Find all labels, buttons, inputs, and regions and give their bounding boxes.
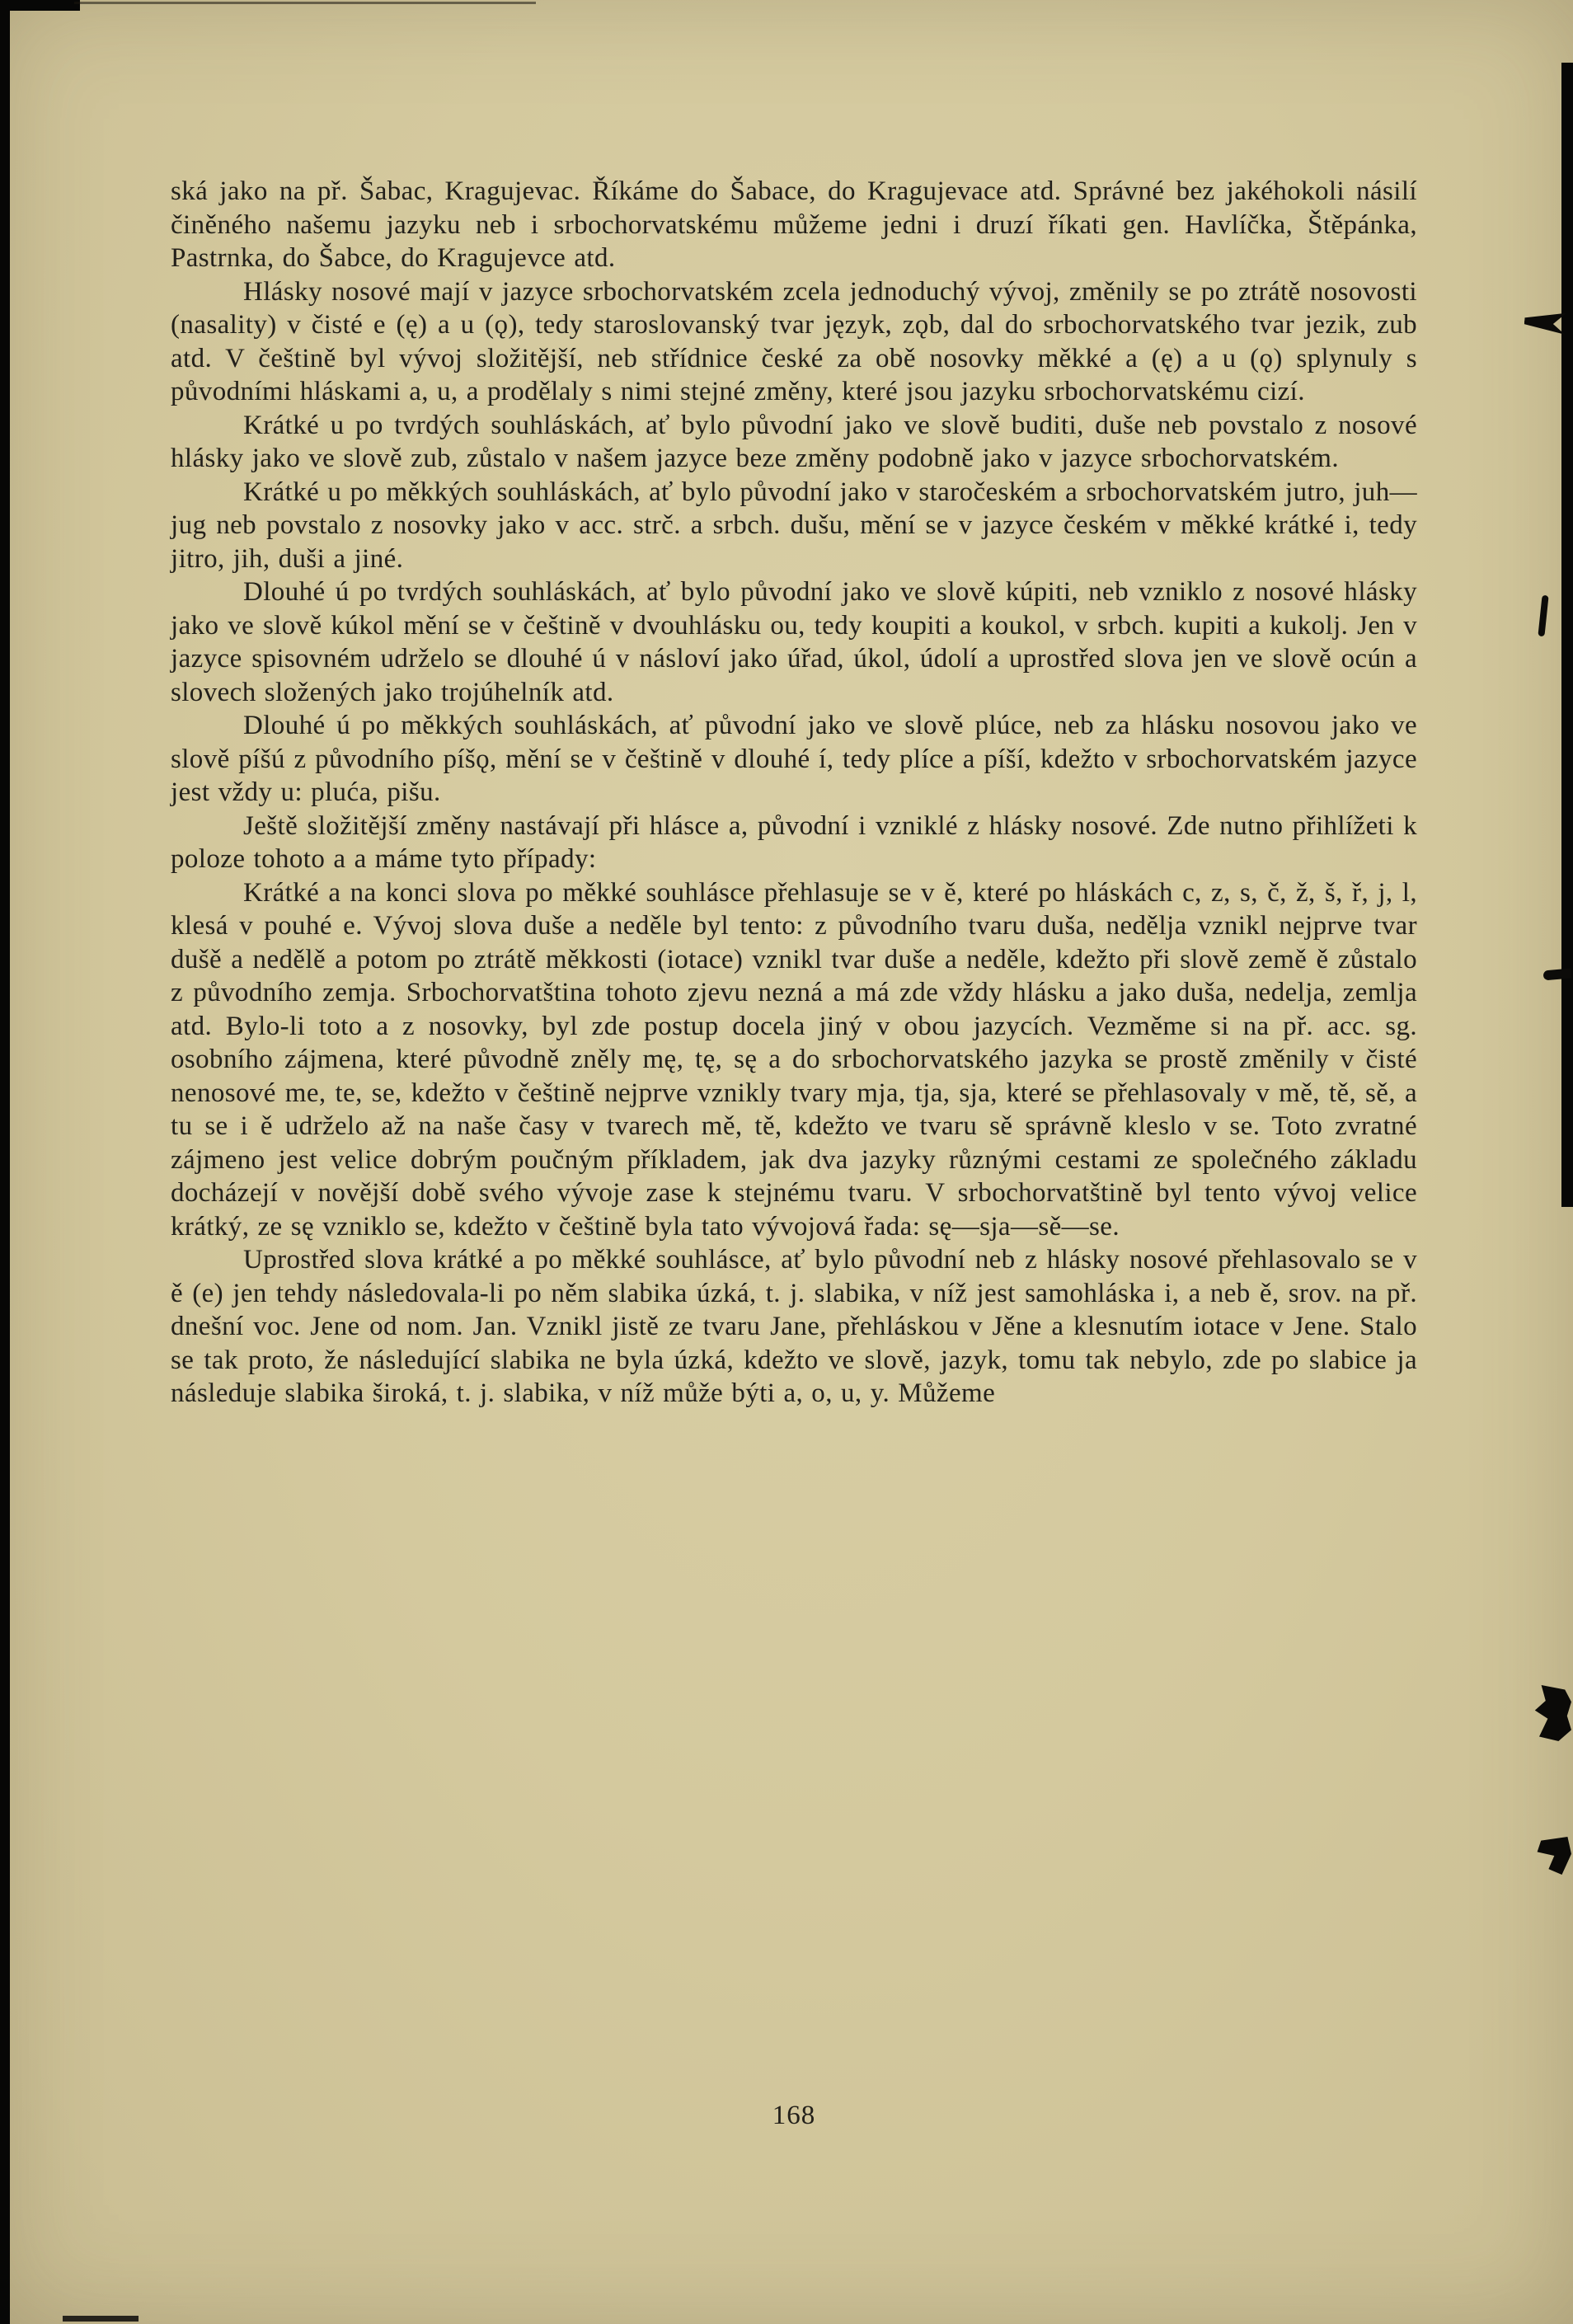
paragraph: Dlouhé ú po měkkých souhláskách, ať původní jako ve slově plúce, neb za hlásku nosovou jako ve slově píšú z původního píšǫ, mění se v češtině v dlouhé í, tedy plíce a píší, kdežto v srbochorvatském jazyce jest vždy u: pluća, pišu. [171, 711, 1417, 807]
paragraph: Krátké u po měkkých souhláskách, ať bylo původní jako v staročeském a srbochorvatském jutro, juh—jug neb povstalo z nosovky jako v acc. strč. a srbch. dušu, mění se v jazyce českém v měkké krátké i, tedy jitro, jih, duši a jiné. [171, 477, 1417, 574]
paragraph: ská jako na př. Šabac, Kragujevac. Říkáme do Šabace, do Kragujevace atd. Správné bez jakéhokoli násilí činěného našemu jazyku neb i srbochorvatskému můžeme jedni i druzí říkati gen. Havlíčka, Štěpánka, Pastrnka, do Šabce, do Kragujevce atd. [171, 176, 1417, 273]
paragraph: Krátké a na konci slova po měkké souhlásce přehlasuje se v ě, které po hláskách c, z, s, č, ž, š, ř, j, l, klesá v pouhé e. Vývoj slova duše a neděle byl tento: z původního tvaru duša, nedělja vznikl nejprve tvar dušě a nedělě a potom po ztrátě měkkosti (iotace) vznikl tvar duše a neděle, kdežto při slově země ě zůstalo z původního zemja. Srbochorvatština tohoto zjevu nezná a má zde vždy hlásku a jako duša, nedelja, zemlja atd. Bylo-li toto a z nosovky, byl zde postup docela jiný v obou jazycích. Vezměme si na př. acc. sg. osobního zájmena, které původně zněly mę, tę, sę a do srbochorvatského jazyka se prostě změnily v čisté nenosové me, te, se, kdežto v češtině nejprve vznikly tvary mja, tja, sja, které se přehlasovaly v mě, tě, sě, a tu se i ě udrželo až na naše časy v tvarech mě, tě, kdežto ve tvaru sě správně kleslo v se. Toto zvratné zájmeno jest velice dobrým poučným příkladem, jak dva jazyky různými cestami ze společného základu docházejí v novější době svého vývoje zase k stejnému tvaru. V srbochorvatštině byl tento vývoj velice krátký, ze sę vzniklo se, kdežto v češtině byla tato vývojová řada: sę—sja—sě—se. [171, 877, 1417, 1242]
scan-bottom-dash [63, 2316, 139, 2322]
paragraph: Ještě složitější změny nastávají při hlásce a, původní i vzniklé z hlásky nosové. Zde nutno přihlížeti k poloze tohoto a a máme tyto případy: [171, 810, 1417, 874]
paragraph: Uprostřed slova krátké a po měkké souhlásce, ať bylo původní neb z hlásky nosové přehlasovalo se v ě (e) jen tehdy následovala-li po něm slabika úzká, t. j. slabika, v níž jest samohláska i, a neb ě, srov. na př. dnešní voc. Jene od nom. Jan. Vznikl jistě ze tvaru Jane, přehláskou v Jěne a klesnutím iotace v Jene. Stalo se tak proto, že následující slabika ne byla úzká, kdežto ve slově, jazyk, tomu tak nebylo, zde po slabice ja následuje slabika široká, t. j. slabika, v níž může býti a, o, u, y. Můžeme [171, 1245, 1417, 1408]
page-number: 168 [772, 2101, 816, 2130]
paragraph: Krátké u po tvrdých souhláskách, ať bylo původní jako ve slově buditi, duše neb povstalo z nosové hlásky jako ve slově zub, zůstalo v našem jazyce beze změny podobně jako v jazyce srbochorvatském. [171, 410, 1417, 473]
scan-edge-left [0, 0, 10, 2324]
paragraph: Dlouhé ú po tvrdých souhláskách, ať bylo původní jako ve slově kúpiti, neb vzniklo z nosové hlásky jako ve slově kúkol mění se v češtině v dvouhlásku ou, tedy koupiti a koukol, v srbch. kupiti a kukolj. Jen v jazyce spisovném udrželo se dlouhé ú v násloví jako úřad, úkol, údolí a uprostřed slova jen ve slově ocún a slovech složených jako trojúhelník atd. [171, 577, 1417, 707]
ink-blob-1 [1528, 1685, 1571, 1741]
paragraph: Hlásky nosové mají v jazyce srbochorvatském zcela jednoduchý vývoj, změnily se po ztrátě nosovosti (nasality) v čisté e (ę) a u (ǫ), tedy staroslovanský tvar język, zǫb, dal do srbochorvatského tvar jezik, zub atd. V češtině byl vývoj složitější, neb střídnice české za obě nosovky měkké a (ę) a u (ǫ) splynuly s původními hláskami a, u, a prodělaly s nimi stejné změny, které jsou jazyku srbochorvatskému cizí. [171, 276, 1417, 406]
ink-mark-arrow [1524, 310, 1566, 334]
scan-corner-top-left [0, 0, 80, 11]
ink-mark-stroke [1538, 595, 1548, 637]
ink-blob-2 [1533, 1837, 1571, 1875]
page-text [171, 175, 1417, 1411]
scan-right-edge-bar [1561, 63, 1573, 1207]
scan-top-hairline [74, 2, 536, 4]
